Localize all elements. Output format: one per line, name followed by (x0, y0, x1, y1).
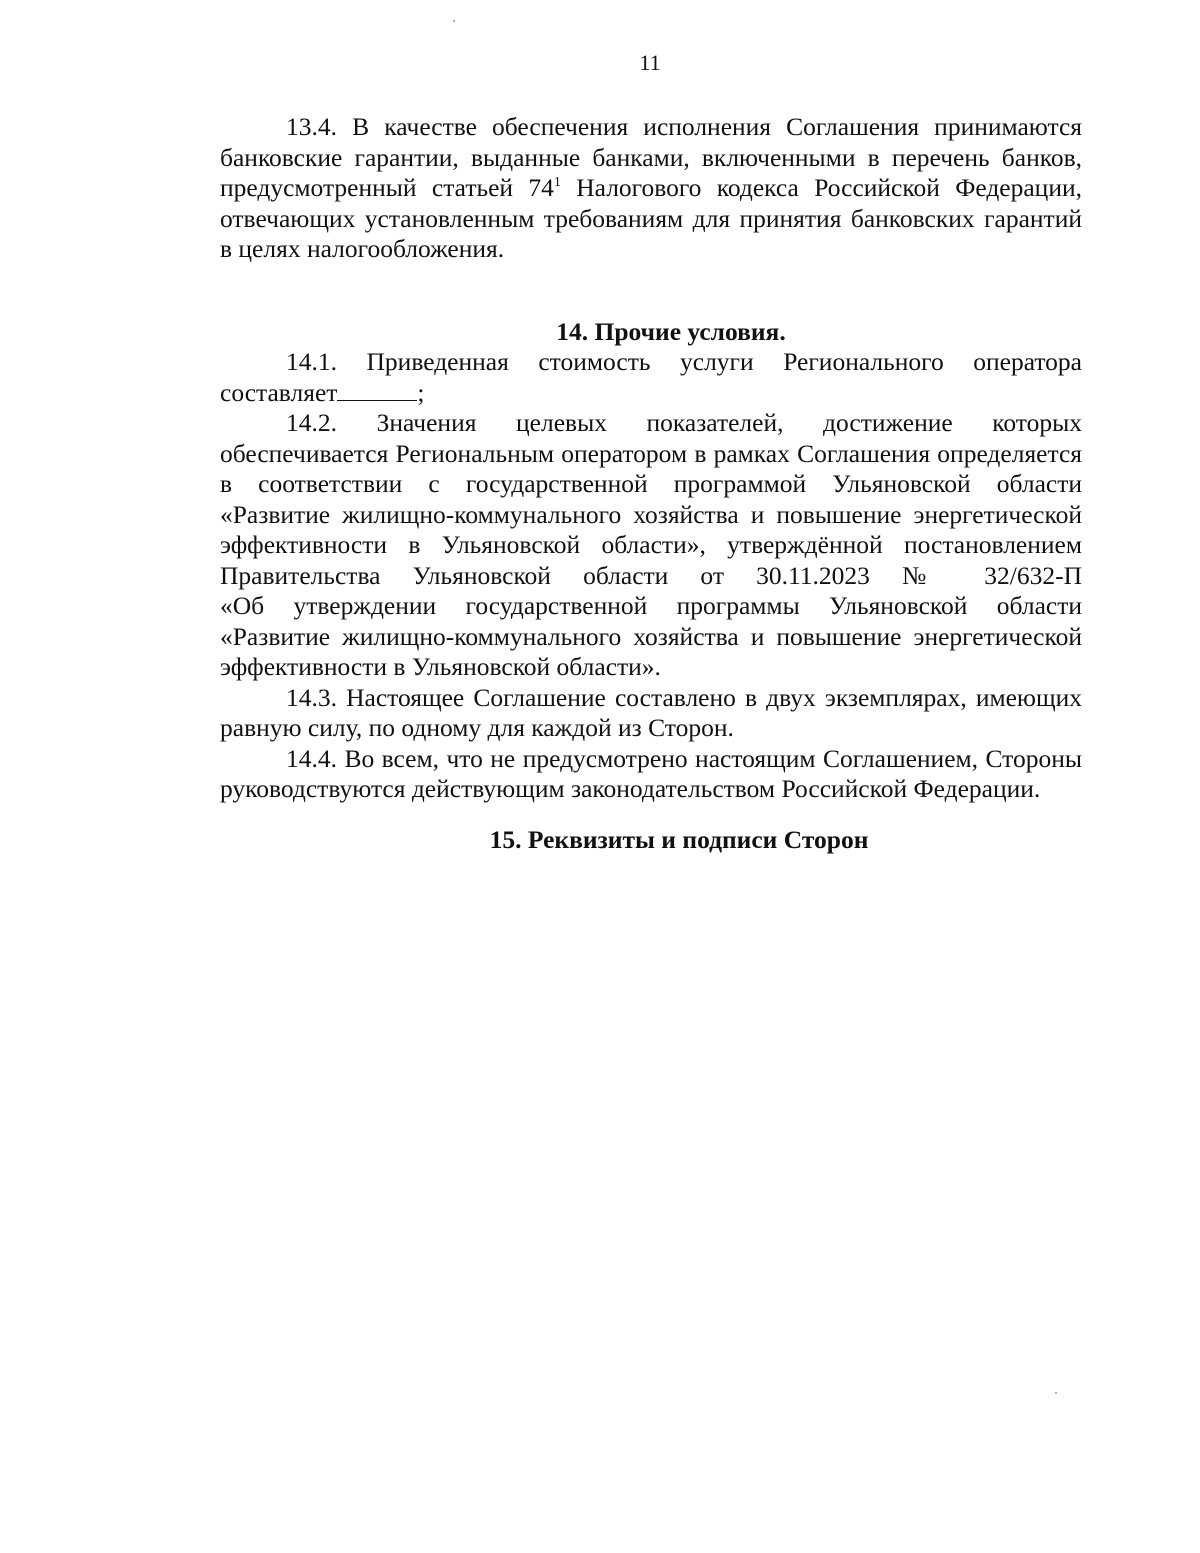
scan-speck (1055, 1392, 1057, 1394)
clause-13-4-line-3-start: предусмотренный статьей 74 (220, 173, 554, 202)
clause-14-1-line-1: 14.1. Приведенная стоимость услуги Регионального оператора (286, 347, 1082, 376)
clause-14-3 (220, 683, 1082, 744)
clause-13-4 (220, 112, 1082, 265)
scan-speck (453, 20, 455, 22)
clause-14-2-line-8: «Развитие жилищно-коммунального хозяйства и повышение энергетической (220, 621, 1082, 651)
section-14-title: 14. Прочие условия. (556, 316, 786, 346)
clause-14-2-line-1: 14.2. Значения целевых показателей, достижение которых (286, 408, 1082, 437)
clause-14-2-line-5: эффективности в Ульяновской области», утверждённой постановлением (220, 530, 1082, 559)
clause-14-2-line-2: обеспечивается Региональным оператором в рамках Соглашения определяется (220, 438, 1082, 468)
clause-14-4-line-1: 14.4. Во всем, что не предусмотрено настоящим Соглашением, Стороны (286, 743, 1082, 773)
clause-13-4-line-2: банковские гарантии, выданные банками, включенными в перечень банков, (220, 142, 1082, 172)
clause-13-4-line-1: 13.4. В качестве обеспечения исполнения Соглашения принимаются (286, 112, 1082, 141)
clause-14-1-semicolon: ; (417, 377, 425, 407)
clause-14-2 (220, 408, 1082, 683)
clause-13-4-line-4: отвечающих установленным требованиям для принятия банковских гарантий (220, 203, 1082, 233)
document-body (220, 112, 1082, 855)
page-number: 11 (639, 50, 661, 75)
clause-14-4 (220, 744, 1082, 805)
clause-14-1-text: составляет (220, 377, 338, 407)
clause-14-4-line-2: руководствуются действующим законодательством Российской Федерации. (220, 774, 1041, 803)
clause-14-3-line-1: 14.3. Настоящее Соглашение составлено в двух экземплярах, имеющих (286, 682, 1082, 712)
clause-14-2-line-7: «Об утверждении государственной программы Ульяновской области (220, 591, 1082, 620)
clause-14-2-line-9: эффективности в Ульяновской области». (220, 652, 661, 681)
value-blank-underline (337, 380, 417, 401)
clause-14-1-line-2 (220, 378, 1082, 409)
clause-13-4-line-5: в целях налогообложения. (220, 234, 505, 263)
clause-14-2-line-4: «Развитие жилищно-коммунального хозяйства и повышение энергетической (220, 499, 1082, 529)
article-superscript: 1 (553, 175, 561, 190)
clause-14-3-line-2: равную силу, по одному для каждой из Сторон. (220, 713, 734, 742)
clause-13-4-line-3 (220, 173, 1082, 204)
clause-14-2-line-3: в соответствии с государственной программой Ульяновской области (220, 469, 1082, 498)
clause-14-1 (220, 347, 1082, 408)
clause-13-4-line-3-end: Налогового кодекса Российской Федерации, (560, 173, 1082, 202)
clause-14-2-line-6: Правительства Ульяновской области от 30.11.2023 № 32/632-П (220, 560, 1082, 590)
section-15-title: 15. Реквизиты и подписи Сторон (489, 824, 869, 854)
